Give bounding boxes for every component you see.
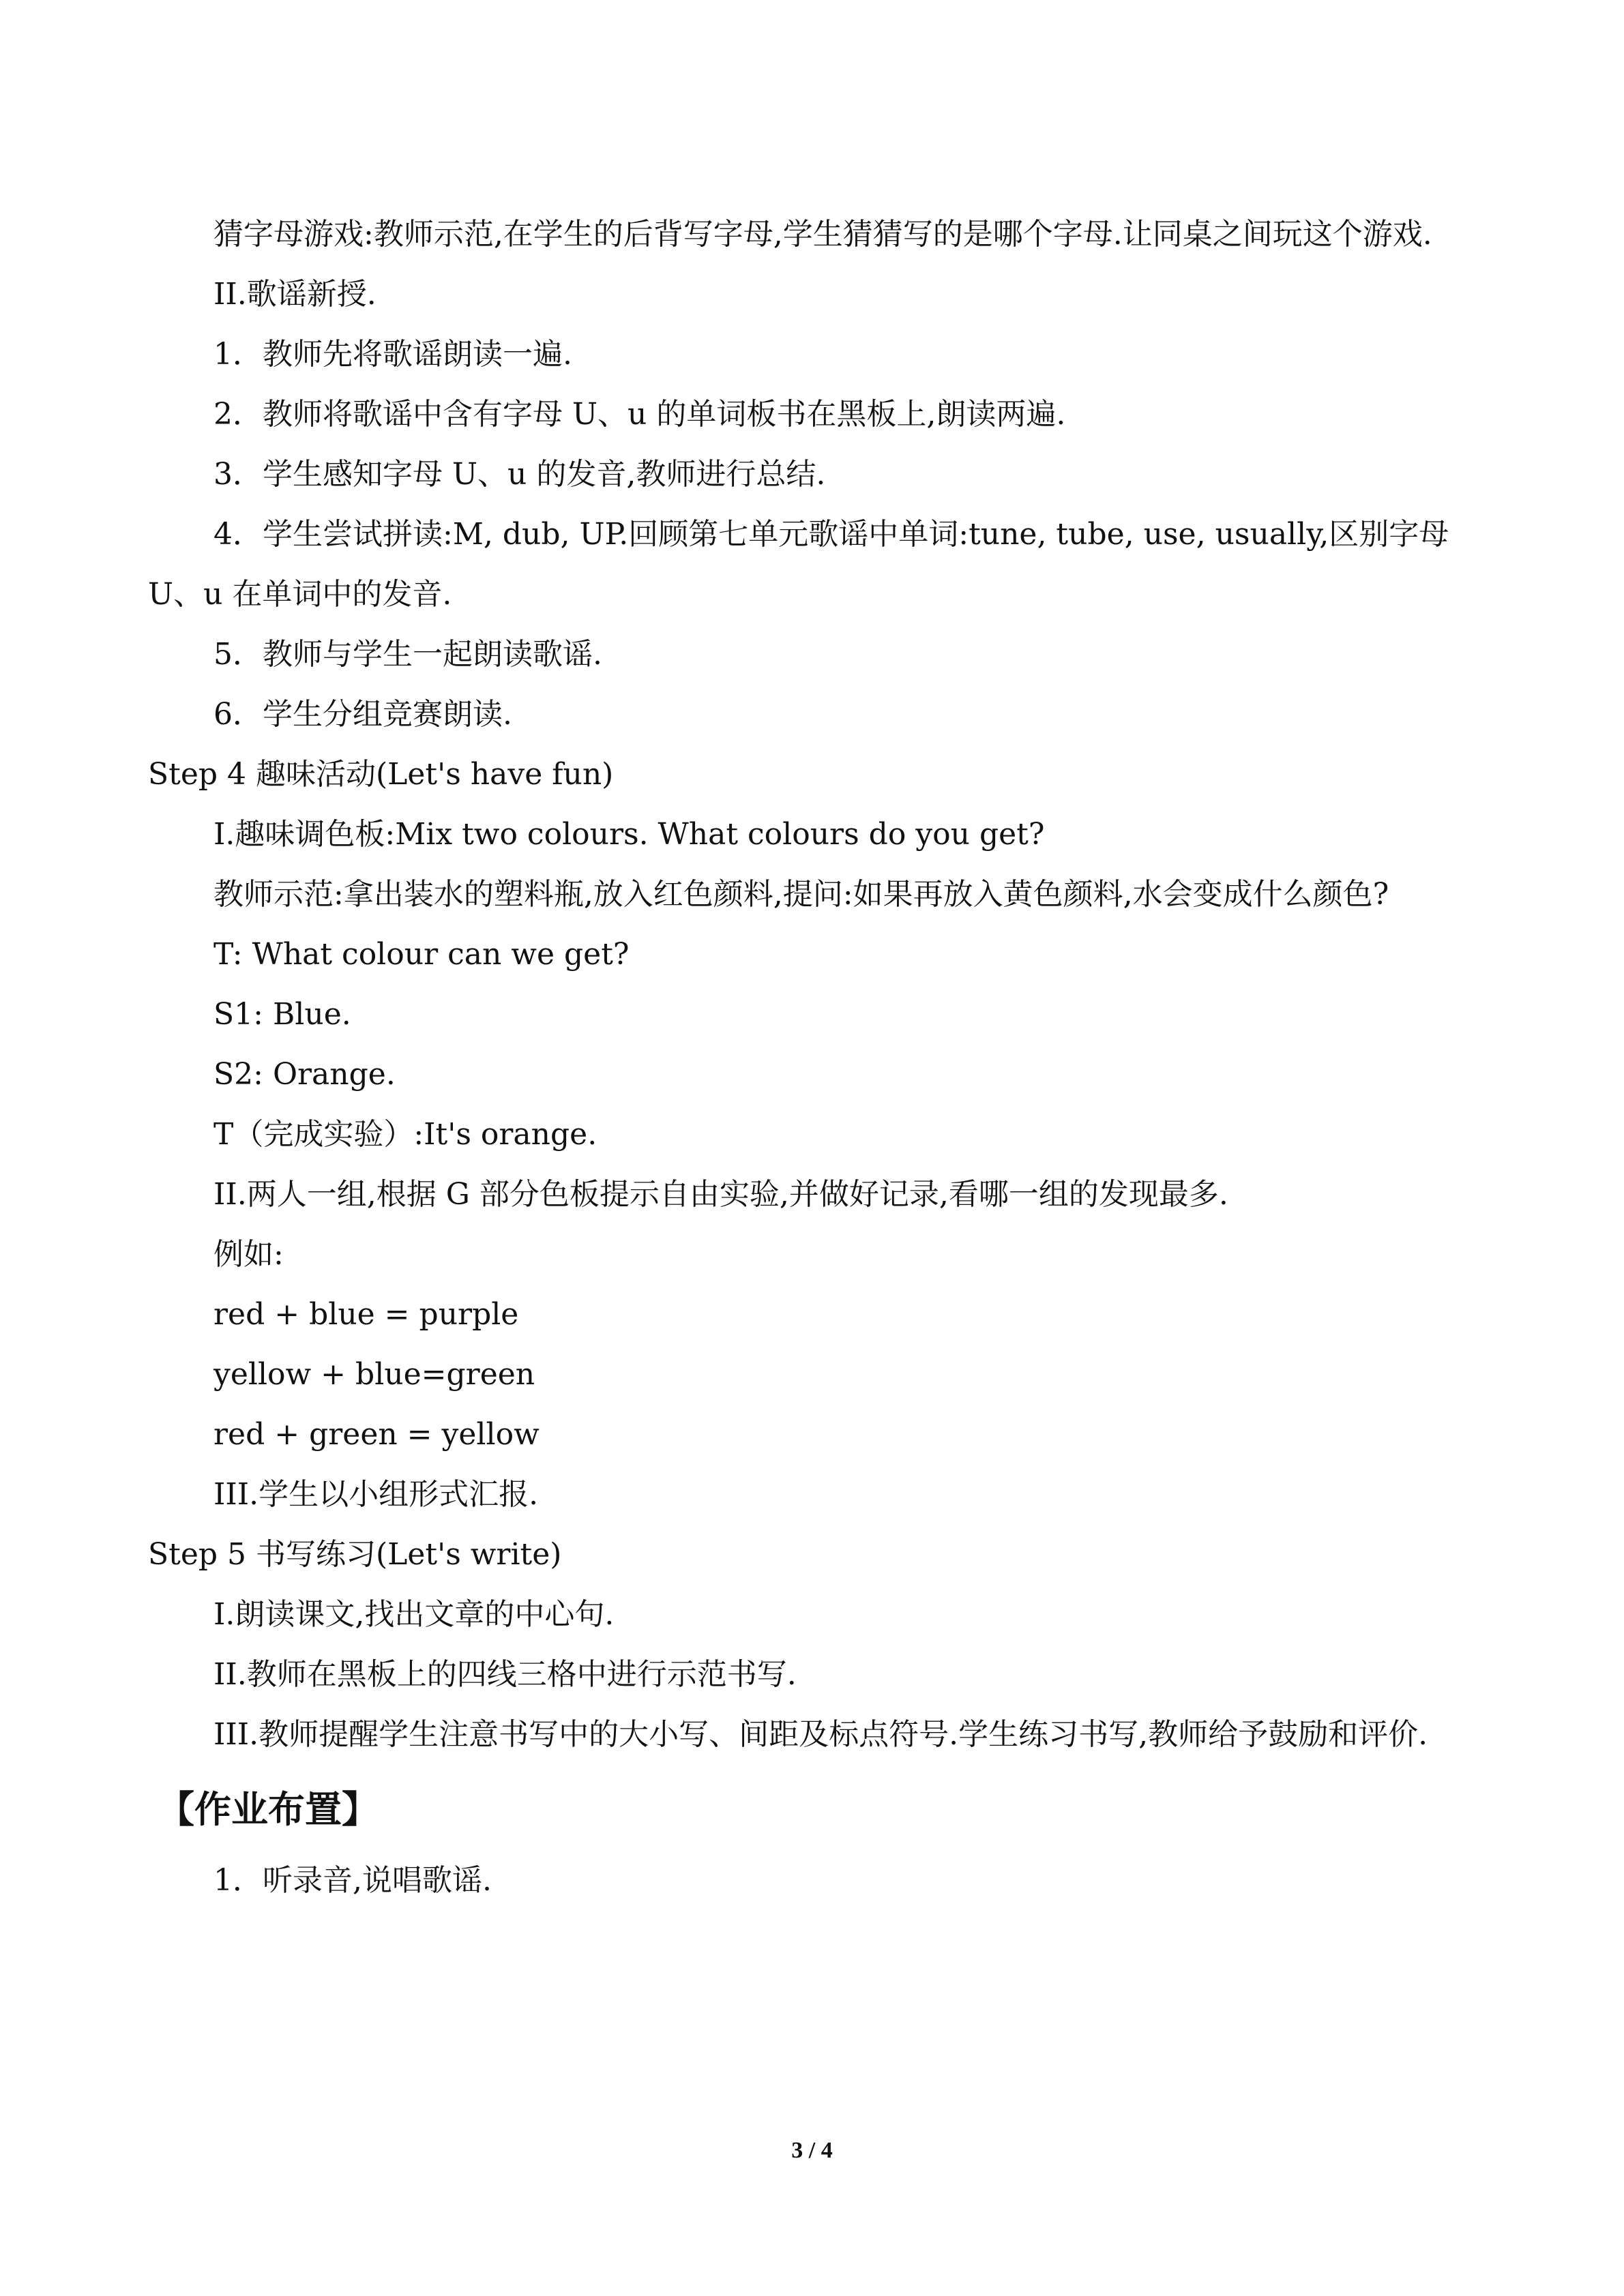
- dialogue-line-s1: S1: Blue.: [213, 997, 351, 1032]
- list-item-6: 6．学生分组竞赛朗读.: [213, 697, 512, 732]
- example-equation-3: red + green = yellow: [213, 1417, 540, 1452]
- step-5-heading: Step 5 书写练习(Let's write): [148, 1537, 562, 1572]
- paragraph-read-text: I.朗读课文,找出文章的中心句.: [213, 1597, 615, 1632]
- dialogue-line-t: T: What colour can we get?: [213, 937, 630, 972]
- paragraph-section-ii: II.歌谣新授.: [213, 277, 377, 312]
- step-4-heading: Step 4 趣味活动(Let's have fun): [148, 757, 614, 792]
- dialogue-line-s2: S2: Orange.: [213, 1057, 396, 1092]
- list-item-1: 1．教师先将歌谣朗读一遍.: [213, 337, 572, 372]
- homework-heading: 【作业布置】: [158, 1788, 379, 1831]
- example-equation-1: red + blue = purple: [213, 1297, 519, 1332]
- list-item-2: 2．教师将歌谣中含有字母 U、u 的单词板书在黑板上,朗读两遍.: [213, 397, 1066, 432]
- paragraph-example-label: 例如:: [213, 1237, 284, 1272]
- page-number: 3 / 4: [791, 2138, 833, 2163]
- document-body: [148, 205, 1478, 1911]
- paragraph-teacher-demo: 教师示范:拿出装水的塑料瓶,放入红色颜料,提问:如果再放入黄色颜料,水会变成什么颜色?: [213, 877, 1389, 912]
- example-equation-2: yellow + blue=green: [213, 1357, 535, 1392]
- paragraph-pair-experiment: II.两人一组,根据 G 部分色板提示自由实验,并做好记录,看哪一组的发现最多.: [213, 1177, 1228, 1212]
- homework-item-1: 1．听录音,说唱歌谣.: [213, 1863, 492, 1898]
- paragraph-guess-letter-game: 猜字母游戏:教师示范,在学生的后背写字母,学生猜猜写的是哪个字母.让同桌之间玩这个游戏.: [213, 217, 1432, 252]
- paragraph-group-report: III.学生以小组形式汇报.: [213, 1477, 539, 1512]
- paragraph-writing-practice: III.教师提醒学生注意书写中的大小写、间距及标点符号.学生练习书写,教师给予鼓励和评价.: [213, 1717, 1428, 1752]
- paragraph-blackboard-demo: II.教师在黑板上的四线三格中进行示范书写.: [213, 1657, 797, 1692]
- list-item-5: 5．教师与学生一起朗读歌谣.: [213, 637, 602, 672]
- paragraph-color-palette: I.趣味调色板:Mix two colours. What colours do you get?: [213, 817, 1045, 852]
- dialogue-line-t-result: T（完成实验）:It's orange.: [213, 1117, 597, 1152]
- list-item-4: 4．学生尝试拼读:M, dub, UP.回顾第七单元歌谣中单词:tune, tube, use, usually,区别字母 U、u 在单词中的发音.: [148, 517, 1449, 612]
- list-item-3: 3．学生感知字母 U、u 的发音,教师进行总结.: [213, 457, 826, 492]
